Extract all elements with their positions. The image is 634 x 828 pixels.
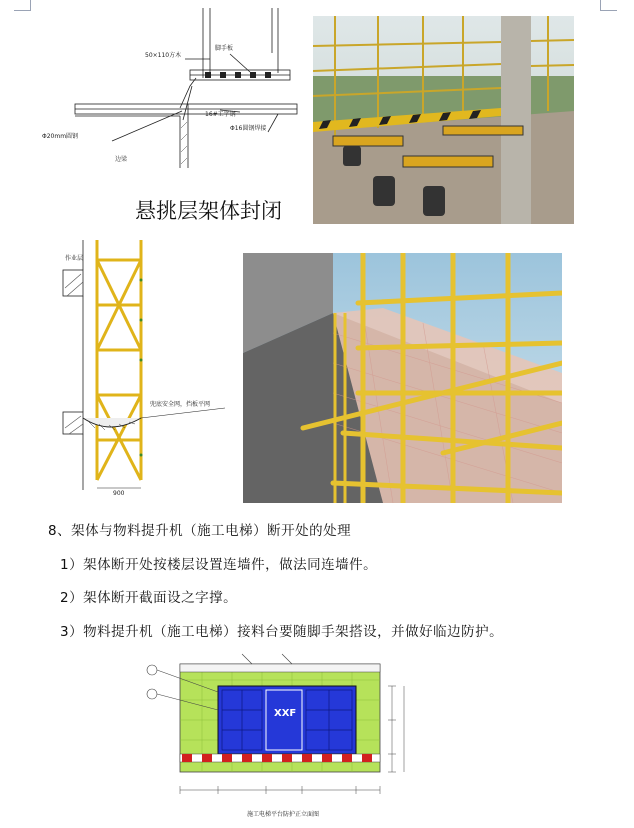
label-wall: 边梁 [115, 156, 128, 163]
figure-caption: 施工电梯平台防护正立面图 [247, 811, 320, 818]
list-item: 1）架体断开处按楼层设置连墙件，做法同连墙件。 [60, 557, 378, 573]
page-corner-mark [14, 0, 31, 11]
elevator-platform-elevation [142, 650, 422, 822]
door-label: XXF [274, 708, 297, 719]
section-heading: 8、架体与物料提升机（施工电梯）断开处的处理 [48, 523, 352, 539]
label-rebar-16: Φ16圆钢焊接 [230, 125, 267, 132]
scaffold-3d-render [243, 253, 562, 503]
figure-caption: 悬挑层架体封闭 [135, 199, 282, 223]
label-wood: 50×110方木 [145, 52, 182, 59]
cantilever-site-photo [313, 16, 574, 224]
list-item: 3）物料提升机（施工电梯）接料台要随脚手架搭设，并做好临边防护。 [60, 624, 504, 640]
label-rebar-main: Φ20mm圆钢 [42, 133, 79, 140]
label-beam: 16#工字钢 [205, 111, 236, 118]
scaffold-elevation-drawing [55, 240, 233, 498]
dimension-label: 900 [113, 490, 125, 497]
page-corner-mark [600, 0, 617, 11]
label-work-layer: 作业层 [65, 255, 84, 262]
label-safety-net: 兜底安全网，挡板平网 [150, 401, 211, 408]
list-item: 2）架体断开截面设之字撑。 [60, 590, 238, 606]
label-board: 脚手板 [215, 45, 234, 52]
cantilever-detail-drawing [40, 8, 308, 228]
